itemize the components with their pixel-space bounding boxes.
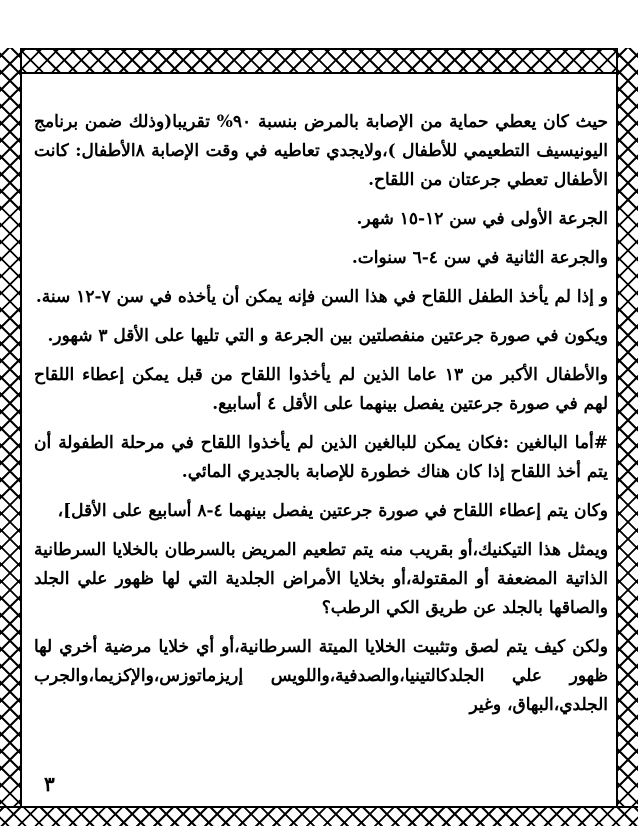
paragraph: وكان يتم إعطاء اللقاح في صورة جرعتين يفصل بينهما ٤-٨ أسابيع على الأقل]، xyxy=(57,501,608,521)
paragraph: ويمثل هذا التيكنيك،أو بقريب منه يتم تطعيم المريض بالسرطان بالخلايا السرطانية الذاتية المضعفة أو المقتولة،أو بخلايا الأمراض الجلدية التي لها ظهور علي الجلد والصاقها بالجلد عن طريق الكي الرطب؟ xyxy=(34,540,608,618)
decorative-border-top xyxy=(0,48,638,74)
paragraph: ولكن كيف يتم لصق وتثبيت الخلايا الميتة السرطانية،أو أي خلايا مرضية أخري لها ظهور علي الجلدكالتينيا،والصدفية،واللويس إريزماتوزس،والإكزيما،والجرب الجلدي،البهاق، وغير xyxy=(34,637,608,715)
decorative-border-bottom xyxy=(0,806,638,826)
page-body xyxy=(34,108,608,730)
page-number: ٣ xyxy=(44,772,55,796)
paragraph: والجرعة الثانية في سن ٤-٦ سنوات. xyxy=(351,248,608,268)
decorative-border-left xyxy=(0,48,22,826)
paragraph: ويكون في صورة جرعتين منفصلتين بين الجرعة و التي تليها على الأقل ٣ شهور. xyxy=(47,326,608,346)
paragraph: #أما البالغين :فكان يمكن للبالغين الذين لم يأخذوا اللقاح في مرحلة الطفولة أن يتم أخذ اللقاح إذا كان هناك خطورة للإصابة بالجديري المائي. xyxy=(34,433,608,482)
paragraph: حيث كان يعطي حماية من الإصابة بالمرض بنسبة ٩٠% تقريبا(وذلك ضمن برنامج اليونيسيف التطعيمي للأطفال )،ولايجدي تعاطيه في وقت الإصابة ٨الأطفال: كانت الأطفال تعطي جرعتان من اللقاح. xyxy=(34,112,608,190)
paragraph: والأطفال الأكبر من ١٣ عاما الذين لم يأخذوا اللقاح من قبل يمكن إعطاء اللقاح لهم في صورة جرعتين يفصل بينهما على الأقل ٤ أسابيع. xyxy=(34,365,608,414)
paragraph: و إذا لم يأخذ الطفل اللقاح في هذا السن فإنه يمكن أن يأخذه في سن ٧-١٢ سنة. xyxy=(35,287,608,307)
paragraph: الجرعة الأولى في سن ١٢-١٥ شهر. xyxy=(356,209,608,229)
decorative-border-right xyxy=(616,48,638,826)
